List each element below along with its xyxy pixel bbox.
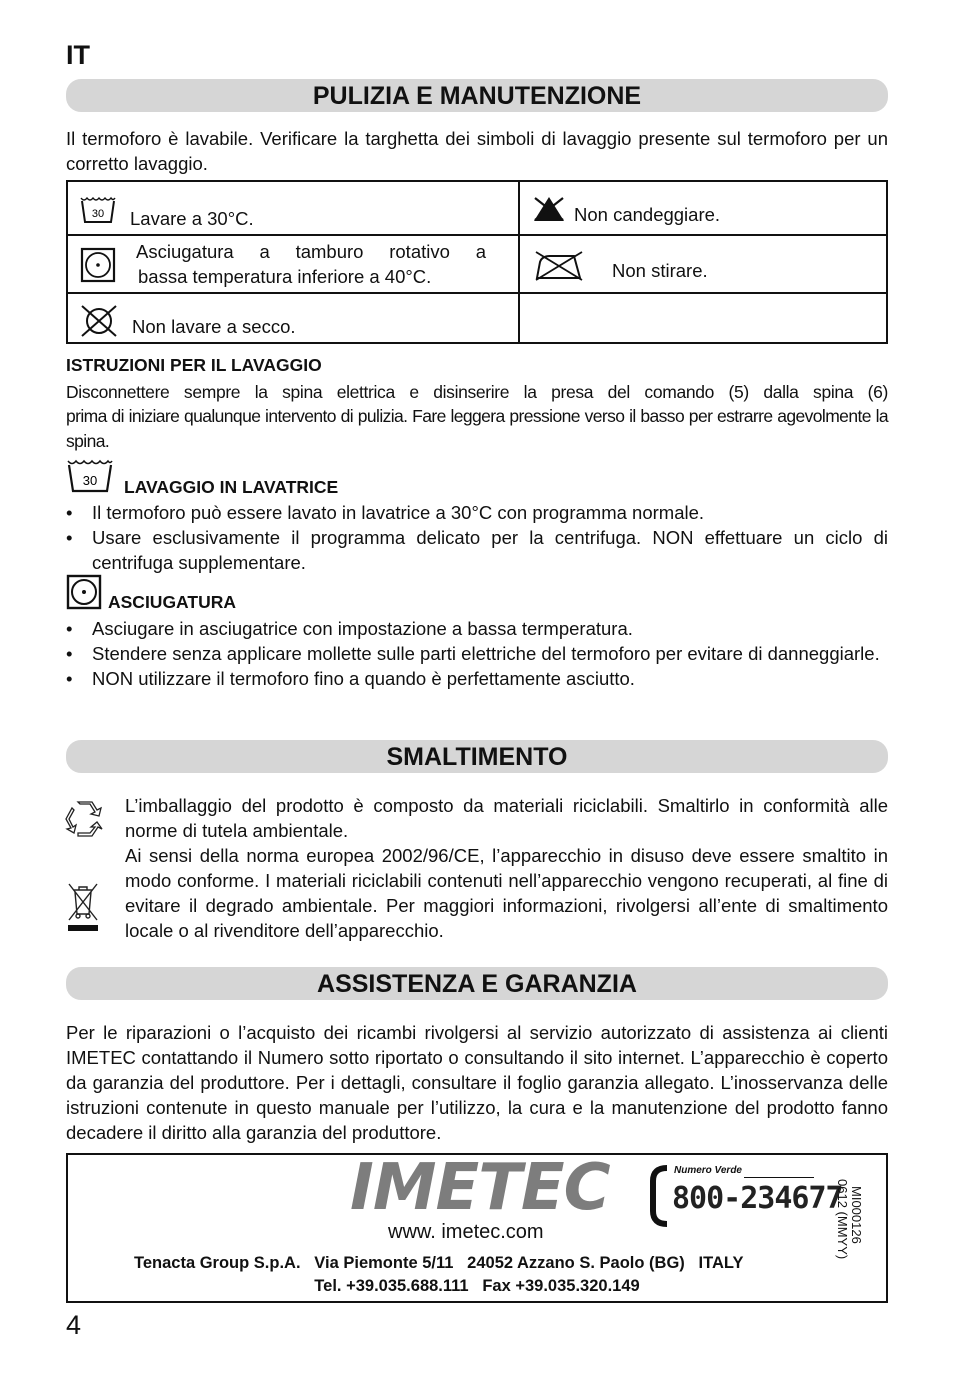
tumble-dry-low-icon (80, 247, 116, 283)
machine-wash-30-icon (66, 458, 114, 494)
no-dryclean-label: Non lavare a secco. (132, 316, 296, 337)
list-item: • Asciugare in asciugatrice con impostazione a bassa termperatura. (66, 616, 888, 641)
weee-disposal-text: Ai sensi della norma europea 2002/96/CE, l’apparecchio in disuso deve essere smaltito in modo conforme. I materiali riciclabili contenuti nell’apparecchio vengono recuperati, al fine di evitare il degrado ambientale. Per maggiori informazioni, rivolgersi all’ente di smaltimento locale o al rivenditore dell’apparecchio. (125, 845, 888, 941)
svg-text:30: 30 (91, 208, 105, 220)
toll-free-label: Numero Verde (674, 1165, 742, 1176)
drying-icon (66, 574, 102, 610)
machine-wash-title: LAVAGGIO IN LAVATRICE (124, 477, 339, 497)
website-link[interactable]: www. imetec.com (388, 1221, 544, 1243)
imetec-logo: IMETEC (350, 1151, 610, 1225)
packaging-disposal-text: L’imballaggio del prodotto è composto da materiali riciclabili. Smaltirlo in conformità alle norme di tutela ambientale. (125, 795, 888, 841)
no-iron-label: Non stirare. (612, 260, 708, 281)
no-bleach-label: Non candeggiare. (574, 204, 721, 225)
machine-wash-list (66, 500, 888, 575)
section-title-warranty: ASSISTENZA E GARANZIA (66, 967, 888, 1000)
tumble-dry-label-line1: Asciugatura a tamburo rotativo a (136, 241, 486, 262)
page-number: 4 (66, 1310, 82, 1340)
care-cell-tumble-dry (68, 236, 518, 292)
wash-30-icon (79, 195, 117, 225)
weee-bin-icon (66, 880, 100, 934)
wash-instructions-text-2: prima di iniziare qualunque intervento di pulizia. Fare leggera pressione verso il basso per estrarre agevolmente la spina. (66, 406, 888, 451)
list-item: • Stendere senza applicare mollette sulle parti elettriche del termoforo per evitare di danneggiarle. (66, 641, 888, 666)
wash-instructions-title: ISTRUZIONI PER IL LAVAGGIO (66, 355, 322, 375)
drying-title: ASCIUGATURA (108, 592, 237, 612)
care-cell-wash-30 (68, 182, 518, 234)
cleaning-intro: Il termoforo è lavabile. Verificare la targhetta dei simboli di lavaggio presente sul termoforo per un corretto lavaggio. (66, 128, 888, 174)
care-cell-empty (520, 294, 886, 342)
company-address: Tenacta Group S.p.A. Via Piemonte 5/11 24052 Azzano S. Paolo (BG) ITALY (134, 1254, 744, 1272)
drying-list (66, 616, 888, 691)
wash-30-label: Lavare a 30°C. (130, 208, 254, 229)
warranty-text: Per le riparazioni o l’acquisto dei ricambi rivolgersi al servizio autorizzato di assistenza ai clienti IMETEC contattando il Numero sotto riportato o consultando il sito internet. L’apparecchio è coperto da garanzia del produttore. Per i dettagli, consultare il foglio garanzia allegato. L’inosservanza delle istruzioni contenute in questo manuale per l’utilizzo, la cura e la manutenzione del prodotto fanno decadere il diritto alla garanzia del produttore. (66, 1022, 888, 1143)
section-title-cleaning: PULIZIA E MANUTENZIONE (66, 79, 888, 112)
company-contacts: Tel. +39.035.688.111 Fax +39.035.320.149 (314, 1277, 640, 1295)
no-dryclean-icon (79, 304, 119, 338)
section-title-disposal: SMALTIMENTO (66, 740, 888, 773)
wash-instructions-text-1: Disconnettere sempre la spina elettrica e disinserire la presa del comando (5) dalla spina (6) (66, 382, 888, 402)
care-cell-no-iron (520, 236, 886, 292)
list-item: • Il termoforo può essere lavato in lavatrice a 30°C con programma normale. (66, 500, 888, 525)
list-item: • Usare esclusivamente il programma delicato per la centrifuga. NON effettuare un ciclo di centrifuga supplementare. (66, 525, 888, 575)
recycle-icon (64, 800, 106, 838)
no-iron-icon (534, 250, 584, 282)
contact-box (66, 1153, 888, 1303)
toll-free-bracket-icon (649, 1165, 671, 1227)
tumble-dry-label-line2: bassa temperatura inferiore a 40°C. (138, 266, 432, 287)
care-cell-no-dryclean (68, 294, 518, 342)
language-code: IT (66, 40, 90, 70)
care-cell-no-bleach (520, 182, 886, 234)
list-item: • NON utilizzare il termoforo fino a quando è perfettamente asciutto. (66, 666, 888, 691)
no-bleach-icon (532, 195, 566, 223)
doc-date: 0612 (MMYY) (835, 1179, 850, 1260)
toll-free-number[interactable]: 800-234677 (672, 1181, 843, 1216)
toll-free-rule (744, 1177, 814, 1178)
doc-code-block (834, 1179, 880, 1277)
care-symbols-table (66, 180, 888, 344)
svg-text:30: 30 (82, 473, 98, 488)
doc-code: MI000126 (849, 1186, 864, 1244)
